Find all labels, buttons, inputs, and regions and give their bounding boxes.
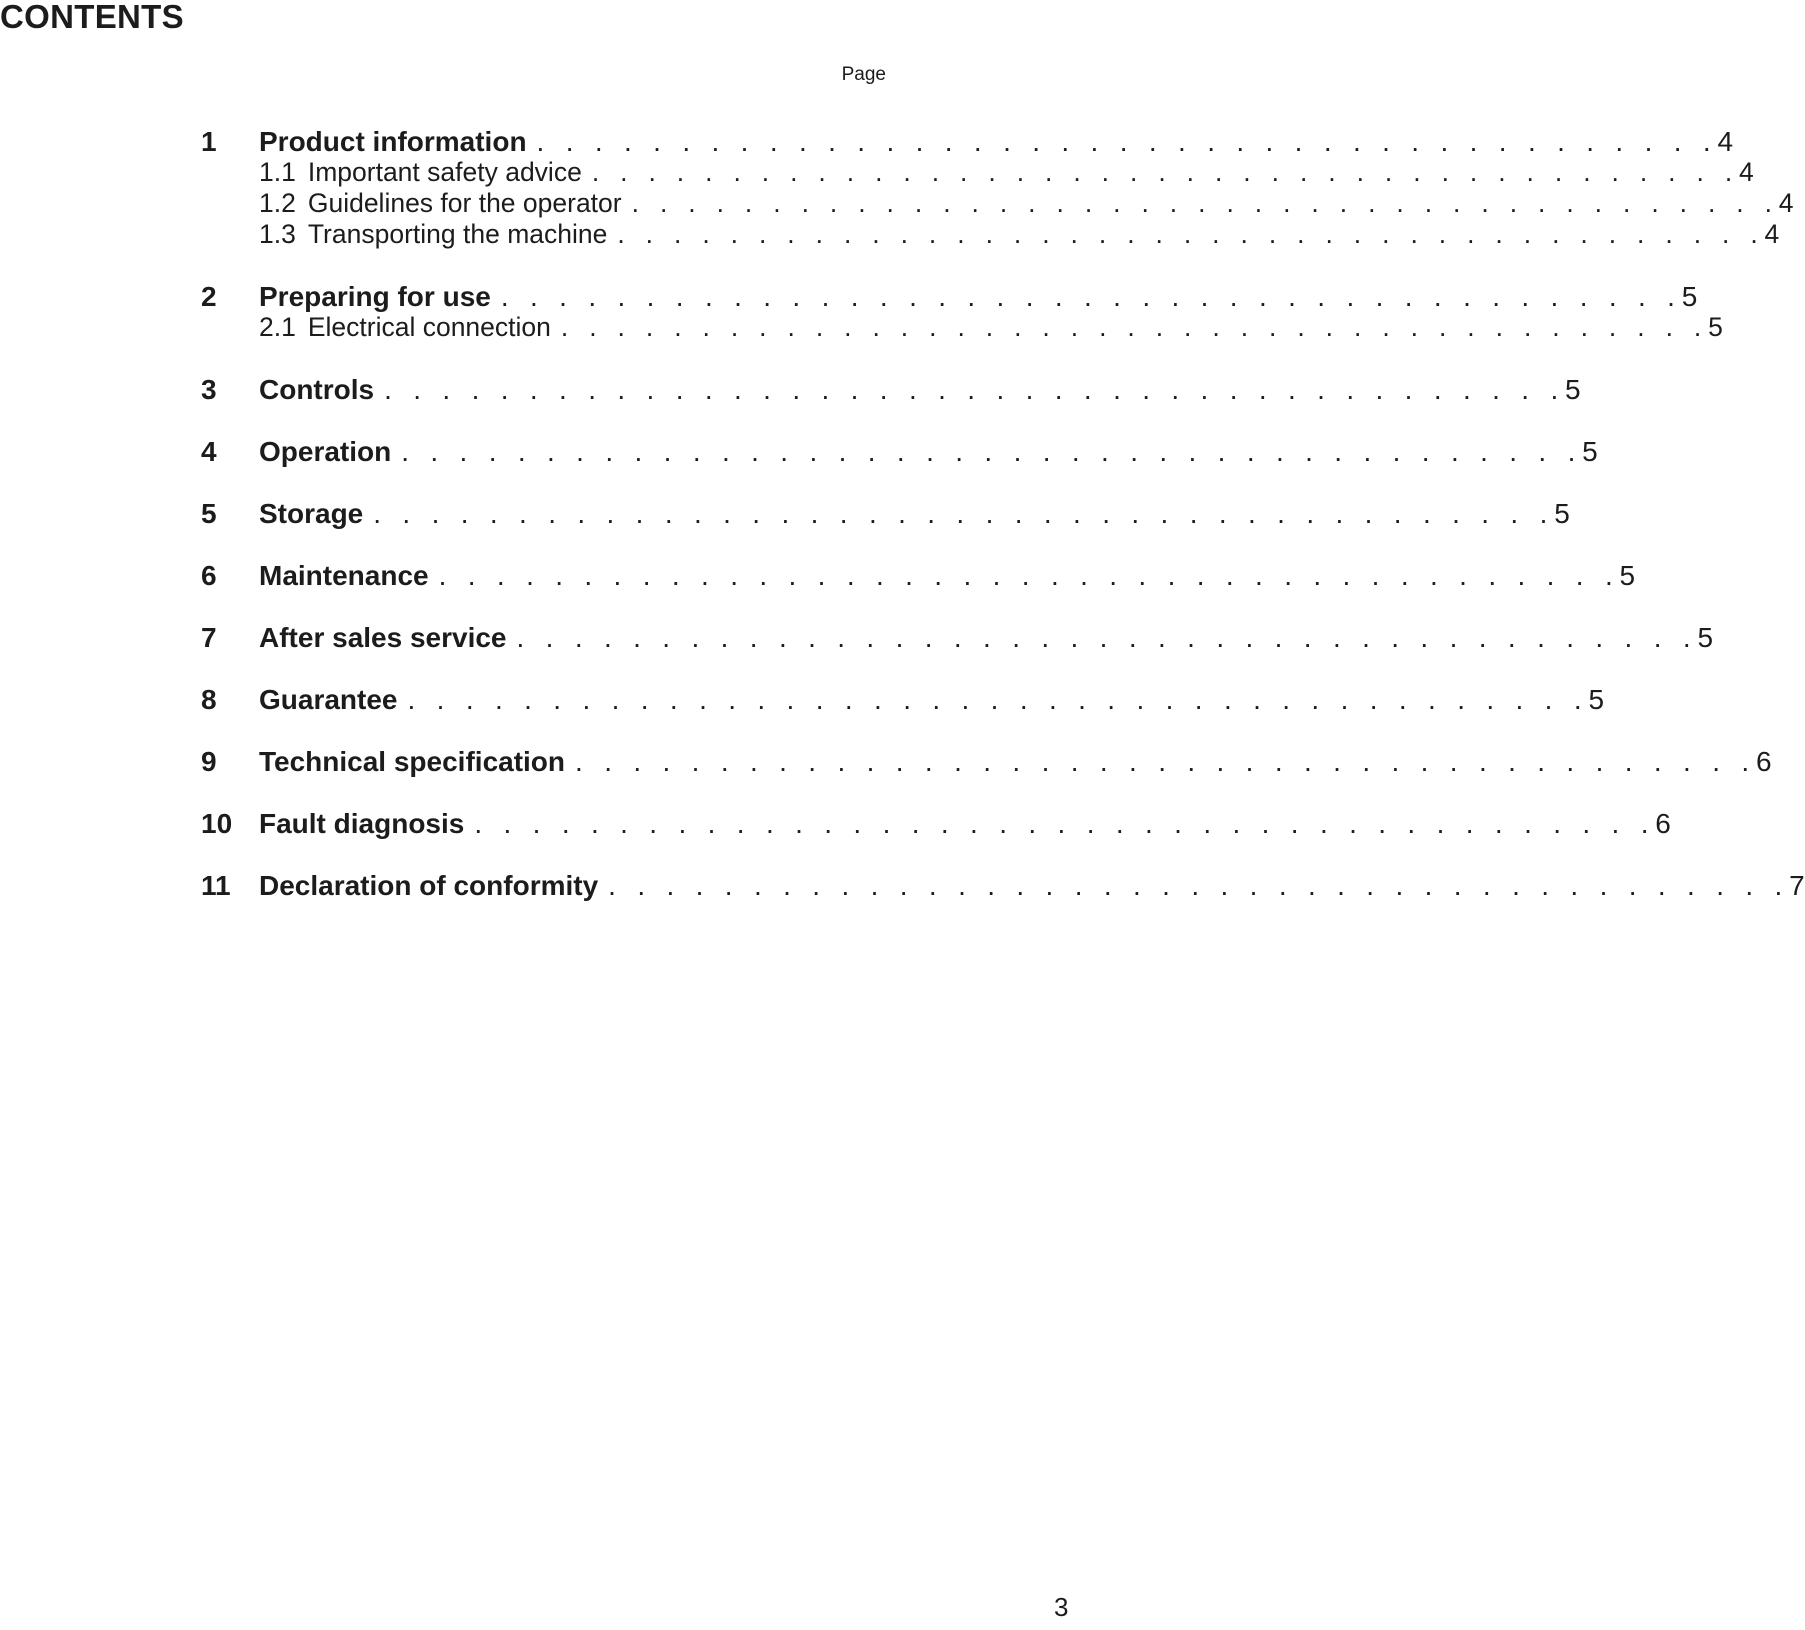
toc-entry-title: After sales service: [259, 622, 507, 653]
dot-leader: . . . . . . . . . . . . . . . . . . . . . . . . . . . . . . . . . . . . . . . . .: [384, 374, 1566, 405]
toc-entry-page: 5: [1554, 498, 1570, 529]
toc-entry-title: Guarantee: [259, 684, 398, 715]
toc-entry-page: 5: [1697, 622, 1714, 653]
dot-leader: . . . . . . . . . . . . . . . . . . . . . . . . . . . . . . . . . . . . . . . . .: [575, 746, 1756, 777]
toc-entry-page: 5: [1588, 684, 1605, 715]
toc-entry-page: 4: [1764, 219, 1780, 249]
toc-entry-page: 6: [1755, 746, 1772, 777]
toc-entry[interactable]: [201, 746, 1772, 777]
toc-subentry-title: [259, 157, 592, 188]
toc-entry-number: 5: [201, 498, 217, 529]
dot-leader: . . . . . . . . . . . . . . . . . . . . . . . . . . . . . . . . . . . . . . . . .: [407, 684, 1589, 715]
toc-entry-page: 5: [1681, 281, 1698, 312]
toc-entry-title: Maintenance: [259, 560, 429, 591]
toc-entry-number: 11: [201, 870, 231, 901]
toc-entry-number: 10: [201, 808, 233, 839]
toc-subentry-title: [259, 312, 561, 343]
toc-subentry-title: [259, 219, 617, 250]
toc-entry-page: 5: [1708, 312, 1723, 342]
toc-entry-title: Fault diagnosis: [259, 808, 465, 839]
toc-entry-title: Operation: [259, 436, 392, 467]
toc-entry-title: Controls: [259, 374, 375, 405]
dot-leader: . . . . . . . . . . . . . . . . . . . . . . . . . . . . . . . . . . . . . . . . .: [560, 312, 1709, 342]
page-number: 3: [1054, 1592, 1069, 1622]
toc-subentry-text: Electrical connection: [307, 312, 551, 342]
table-of-contents: [201, 126, 1805, 901]
toc-entry-number: 8: [201, 684, 217, 715]
toc-entry-title: Storage: [259, 498, 364, 529]
toc-subentry-number: 1.2: [259, 188, 296, 218]
toc-entry-page: 4: [1738, 157, 1754, 187]
toc-entry-number: 3: [201, 374, 217, 405]
toc-entry-page: 5: [1619, 560, 1636, 591]
toc-subentry-number: 2.1: [259, 312, 296, 342]
toc-entry-title: Product information: [259, 126, 527, 157]
dot-leader: . . . . . . . . . . . . . . . . . . . . . . . . . . . . . . . . . . . . . . . . .: [373, 498, 1555, 529]
toc-subentry-text: Guidelines for the operator: [307, 188, 622, 218]
toc-entry-page: 5: [1565, 374, 1581, 405]
dot-leader: . . . . . . . . . . . . . . . . . . . . . . . . . . . . . . . . . . . . . . . . .: [631, 188, 1779, 218]
toc-entry[interactable]: [201, 808, 1671, 839]
toc-entry[interactable]: [201, 622, 1714, 653]
dot-leader: . . . . . . . . . . . . . . . . . . . . . . . . . . . . . . . . . . . . . . . . .: [516, 622, 1698, 653]
toc-entry-title: Preparing for use: [259, 281, 491, 312]
dot-leader: . . . . . . . . . . . . . . . . . . . . . . . . . . . . . . . . . . . . . . . . .: [401, 436, 1583, 467]
toc-entry-number: 1: [201, 126, 217, 157]
toc-entry[interactable]: [201, 436, 1598, 467]
toc-subentry-text: Transporting the machine: [307, 219, 608, 249]
toc-subentry[interactable]: [201, 219, 1780, 250]
toc-entry-number: 7: [201, 622, 217, 653]
toc-entry-number: 4: [201, 436, 217, 467]
dot-leader: . . . . . . . . . . . . . . . . . . . . . . . . . . . . . . . . . . . . . . . . .: [438, 560, 1620, 591]
toc-entry-number: 6: [201, 560, 217, 591]
toc-subentry-text: Important safety advice: [307, 157, 582, 187]
toc-subentry[interactable]: [201, 312, 1723, 343]
toc-subentry-number: 1.3: [259, 219, 296, 249]
toc-entry[interactable]: [201, 281, 1698, 312]
toc-subentry[interactable]: [201, 188, 1794, 219]
toc-entry-title: Declaration of conformity: [259, 870, 599, 901]
toc-entry-page: 6: [1655, 808, 1671, 839]
toc-entry-page: 7: [1789, 870, 1805, 901]
toc-entry-number: 9: [201, 746, 217, 777]
dot-leader: . . . . . . . . . . . . . . . . . . . . . . . . . . . . . . . . . . . . . . . . .: [617, 219, 1765, 249]
toc-entry-title: Technical specification: [259, 746, 566, 777]
toc-entry[interactable]: [201, 374, 1581, 405]
page-column-label: Page: [841, 64, 886, 85]
toc-entry-page: 4: [1717, 126, 1734, 157]
toc-entry[interactable]: [201, 560, 1636, 591]
toc-entry-page: 4: [1778, 188, 1794, 218]
toc-entry-number: 2: [201, 281, 217, 312]
dot-leader: . . . . . . . . . . . . . . . . . . . . . . . . . . . . . . . . . . . . . . . . .: [608, 870, 1790, 901]
toc-subentry-title: [259, 188, 632, 219]
dot-leader: . . . . . . . . . . . . . . . . . . . . . . . . . . . . . . . . . . . . . . . . .: [500, 281, 1682, 312]
toc-entry[interactable]: [201, 126, 1734, 157]
dot-leader: . . . . . . . . . . . . . . . . . . . . . . . . . . . . . . . . . . . . . . . . .: [591, 157, 1739, 187]
toc-entry[interactable]: [201, 870, 1805, 901]
dot-leader: . . . . . . . . . . . . . . . . . . . . . . . . . . . . . . . . . . . . . . . . .: [536, 126, 1718, 157]
toc-subentry-number: 1.1: [259, 157, 296, 187]
toc-subentry[interactable]: [201, 157, 1754, 188]
dot-leader: . . . . . . . . . . . . . . . . . . . . . . . . . . . . . . . . . . . . . . . . .: [474, 808, 1656, 839]
toc-entry-page: 5: [1582, 436, 1598, 467]
toc-entry[interactable]: [201, 498, 1570, 529]
toc-entry[interactable]: [201, 684, 1605, 715]
page-title: CONTENTS: [0, 0, 184, 35]
